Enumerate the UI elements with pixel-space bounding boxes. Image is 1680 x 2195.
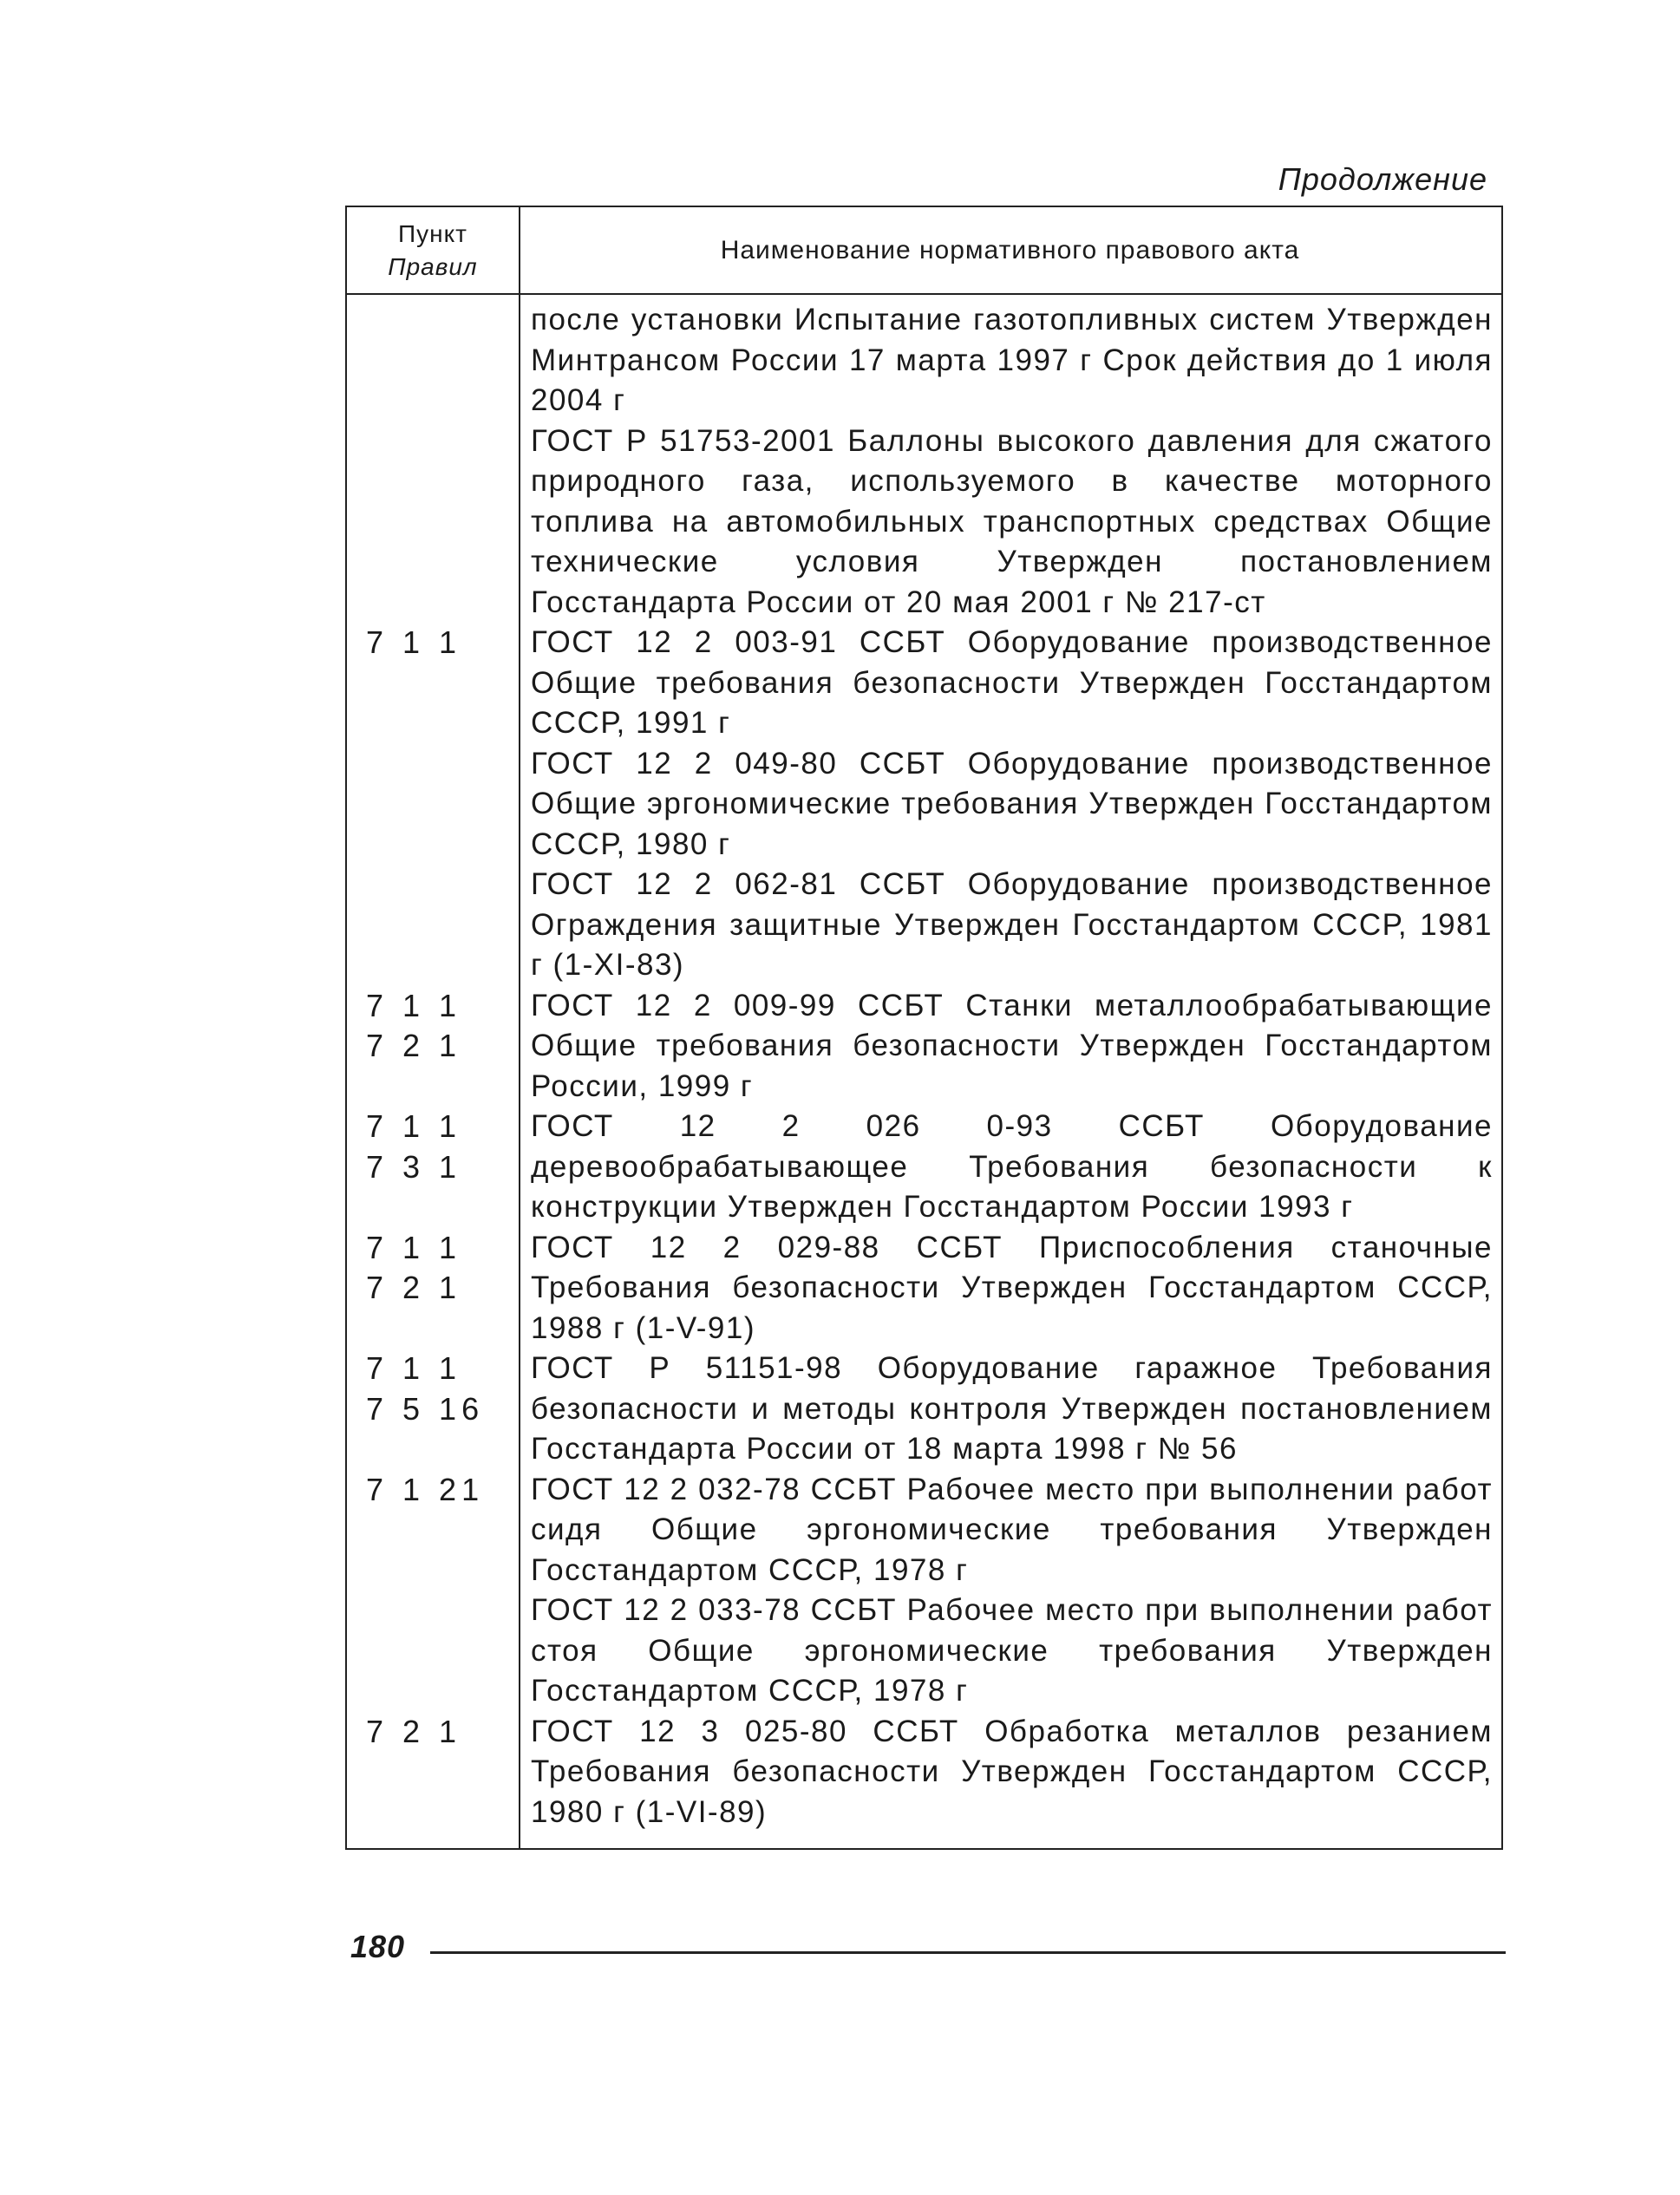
act-entry: ГОСТ Р 51151-98 Оборудование гаражное Требования безопасности и методы контроля Утвержден постановлением Госстандарта России от 18 марта 1998 г № 56 [531,1351,1493,1466]
act-entry: ГОСТ 12 2 062-81 ССБТ Оборудование производственное Ограждения защитные Утвержден Госстандартом СССР, 1981 г (1-XI-83) [531,867,1493,982]
act-entry: ГОСТ 12 2 026 0-93 ССБТ Оборудование деревообрабатывающее Требования безопасности к конструкции Утвержден Госстандартом России 1993 г [531,1109,1493,1224]
act-cell [519,623,1501,986]
point-cell [347,1228,519,1349]
page-footer [350,1929,1506,1972]
act-cell [519,1712,1501,1833]
continuation-label: Продолжение [1278,161,1487,197]
point-number: 7 5 16 [366,1390,485,1427]
act-cell [519,1470,1501,1712]
point-number: 7 2 1 [366,1713,462,1749]
act-entry: после установки Испытание газотопливных систем Утвержден Минтрансом России 17 марта 1997 г Срок действия до 1 июля 2004 г [531,303,1493,417]
act-entry: ГОСТ 12 3 025-80 ССБТ Обработка металлов резанием Требования безопасности Утвержден Госстандартом СССР, 1980 г (1-VI-89) [531,1714,1493,1829]
point-cell [347,986,519,1107]
point-cell [347,1349,519,1470]
header-point-line1: Пункт [398,219,467,247]
act-cell [519,300,1501,623]
point-number: 7 1 21 [366,1471,485,1507]
point-number: 7 1 1 [366,987,462,1023]
regulations-table [345,206,1503,1850]
point-cell [347,1712,519,1833]
act-entry: ГОСТ 12 2 049-80 ССБТ Оборудование производственное Общие эргономические требования Утвержден Госстандартом СССР, 1980 г [531,746,1493,861]
act-cell [519,1228,1501,1349]
point-number: 7 2 1 [366,1028,462,1063]
act-entry: ГОСТ 12 2 003-91 ССБТ Оборудование производственное Общие требования безопасности Утвержден Госстандартом СССР, 1991 г [531,625,1493,740]
act-entry: ГОСТ 12 2 033-78 ССБТ Рабочее место при выполнении работ стоя Общие эргономические требования Утвержден Госстандартом СССР, 1978 г [531,1593,1493,1708]
point-number: 7 2 1 [366,1270,462,1305]
act-cell [519,1349,1501,1470]
header-act-name-column: Наименование нормативного правового акта [720,235,1300,265]
act-cell [519,986,1501,1107]
footer-rule [430,1951,1506,1954]
act-entry: ГОСТ 12 2 009-99 ССБТ Станки металлообрабатывающие Общие требования безопасности Утвержден Госстандартом России, 1999 г [531,988,1493,1103]
act-entry: ГОСТ 12 2 032-78 ССБТ Рабочее место при выполнении работ сидя Общие эргономические требования Утвержден Госстандартом СССР, 1978 г [531,1472,1493,1587]
point-cell [347,300,519,623]
column-divider [519,207,520,1848]
header-point-column [347,207,519,293]
point-number: 7 1 1 [366,1229,462,1265]
page-number: 180 [350,1929,406,1964]
point-number: 7 1 1 [366,1108,462,1144]
act-entry: ГОСТ 12 2 029-88 ССБТ Приспособления станочные Требования безопасности Утвержден Госстандартом СССР, 1988 г (1-V-91) [531,1230,1493,1345]
point-cell [347,623,519,986]
act-cell [519,1107,1501,1228]
point-number: 7 3 1 [366,1148,462,1185]
header-point-line2: Правил [388,252,478,280]
point-number: 7 1 1 [366,1350,462,1386]
point-cell [347,1107,519,1228]
act-entry: ГОСТ Р 51753-2001 Баллоны высокого давления для сжатого природного газа, используемого в качестве моторного топлива на автомобильных транспортных средствах Общие технические условия Утвержден постановлением Госстандарта России от 20 мая 2001 г № 217-ст [531,423,1493,619]
point-cell [347,1470,519,1712]
point-number: 7 1 1 [366,624,462,660]
